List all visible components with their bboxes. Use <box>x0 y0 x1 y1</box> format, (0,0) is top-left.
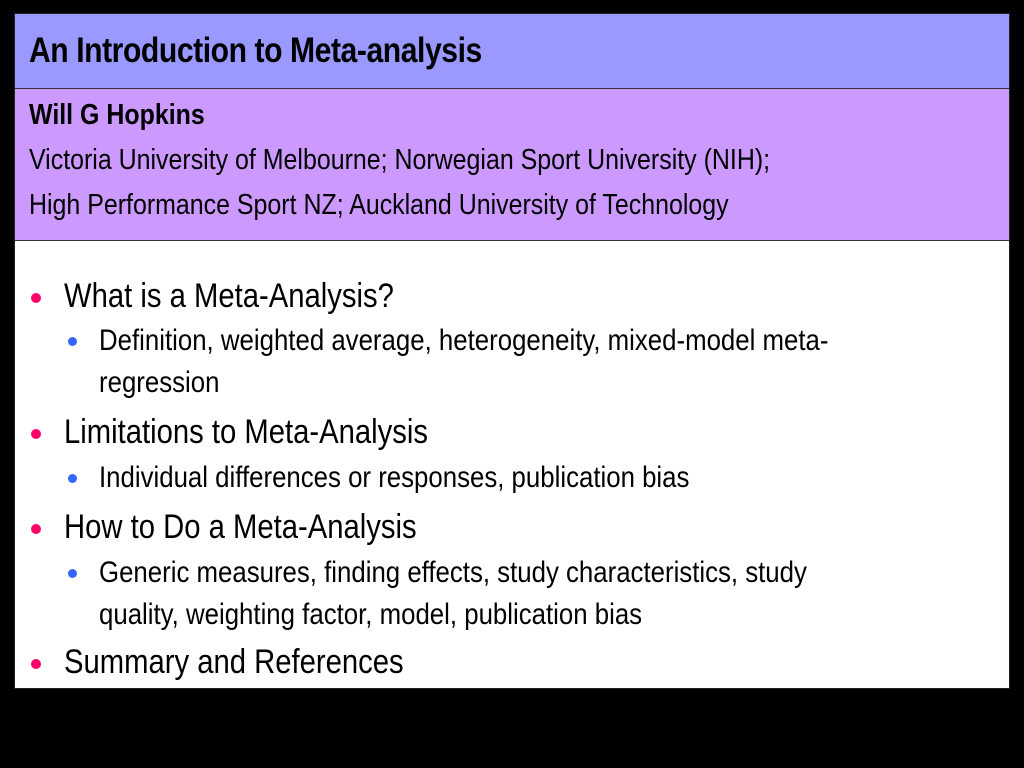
bullet-list <box>15 241 1009 689</box>
bullet-text: What is a Meta-Analysis? <box>64 277 394 315</box>
affiliation-line-1: Victoria University of Melbourne; Norwegian Sport University (NIH); <box>29 144 771 176</box>
author-name: Will G Hopkins <box>29 99 205 131</box>
bullet-dot-icon <box>31 659 41 669</box>
bullet-text: Summary and References <box>64 643 404 681</box>
sub-bullet-text: Definition, weighted average, heterogeneity, mixed-model meta- <box>99 324 829 357</box>
sub-bullet-text-continued: regression <box>99 366 220 399</box>
bullet-dot-icon <box>31 524 41 534</box>
sub-bullet-text: Generic measures, finding effects, study characteristics, study <box>99 556 807 589</box>
bullet-text: Limitations to Meta-Analysis <box>64 413 429 451</box>
sub-bullet-dot-icon <box>68 474 77 483</box>
sub-bullet-text-continued: quality, weighting factor, model, publication bias <box>99 598 643 631</box>
author-bar <box>15 89 1009 241</box>
sub-bullet-dot-icon <box>68 569 77 578</box>
title-bar <box>15 14 1009 89</box>
sub-bullet-text: Individual differences or responses, publication bias <box>99 461 690 494</box>
slide-title: An Introduction to Meta-analysis <box>29 31 482 70</box>
slide <box>14 13 1010 689</box>
bullet-dot-icon <box>31 293 41 303</box>
sub-bullet-dot-icon <box>68 337 77 346</box>
bullet-dot-icon <box>31 429 41 439</box>
affiliation-line-2: High Performance Sport NZ; Auckland University of Technology <box>29 189 729 221</box>
bullet-text: How to Do a Meta-Analysis <box>64 508 417 546</box>
